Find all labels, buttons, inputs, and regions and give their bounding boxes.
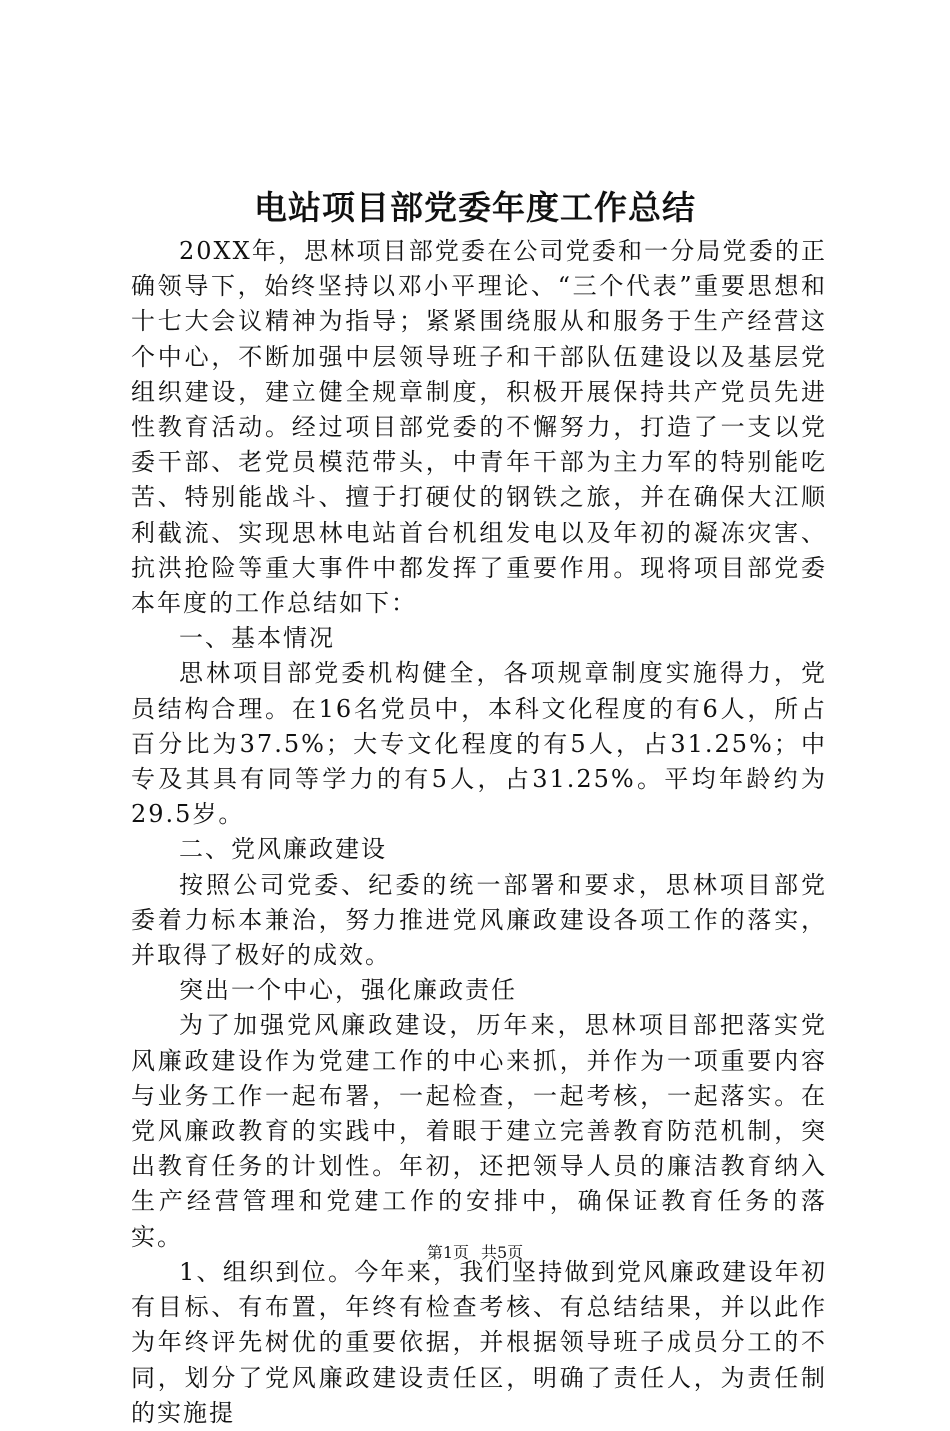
paragraph-intro: 20XX年，思林项目部党委在公司党委和一分局党委的正确领导下，始终坚持以邓小平理论、“三个代表”重要思想和十七大会议精神为指导；紧紧围绕服从和服务于生产经营这个中心，不断加强中层领导班子和干部队伍建设以及基层党组织建设，建立健全规章制度，积极开展保持共产党员先进性教育活动。经过项目部党委的不懈努力，打造了一支以党委干部、老党员模范带头，中青年干部为主力军的特别能吃苦、特别能战斗、擅于打硬仗的钢铁之旅，并在确保大江顺利截流、实现思林电站首台机组发电以及年初的凝冻灾害、抗洪抢险等重大事件中都发挥了重要作用。现将项目部党委本年度的工作总结如下： (131, 237, 827, 618)
section-heading-basic-situation: 一、基本情况 (179, 624, 335, 653)
section-heading-integrity-building: 二、党风廉政建设 (179, 835, 387, 864)
paragraph-organization: 1、组织到位。今年来，我们坚持做到党风廉政建设年初有目标、有布置，年终有检查考核、有总结结果，并以此作为年终评先树优的重要依据，并根据领导班子成员分工的不同，划分了党风廉政建设责任区，明确了责任人，为责任制的实施提 (131, 1257, 827, 1427)
page-number: 第1页 (426, 1243, 469, 1262)
paragraph-one-center: 为了加强党风廉政建设，历年来，思林项目部把落实党风廉政建设作为党建工作的中心来抓，并作为一项重要内容与业务工作一起布署，一起检查，一起考核，一起落实。在党风廉政教育的实践中，着眼于建立完善教育防范机制，突出教育任务的计划性。年初，还把领导人员的廉洁教育纳入生产经营管理和党建工作的安排中，确保证教育任务的落实。 (131, 1011, 827, 1251)
subheading-one-center: 突出一个中心，强化廉政责任 (179, 976, 517, 1005)
page-total: 共5页 (481, 1243, 524, 1262)
paragraph-integrity-building: 按照公司党委、纪委的统一部署和要求，思林项目部党委着力标本兼治，努力推进党风廉政建设各项工作的落实，并取得了极好的成效。 (131, 870, 827, 970)
paragraph-basic-situation: 思林项目部党委机构健全，各项规章制度实施得力，党员结构合理。在16名党员中，本科文化程度的有6人，所占百分比为37.5%；大专文化程度的有5人，占31.25%；中专及其具有同等学力的有5人，占31.25%。平均年龄约为29.5岁。 (131, 659, 827, 829)
document-title: 电站项目部党委年度工作总结 (254, 188, 696, 227)
page-footer (0, 1241, 950, 1265)
